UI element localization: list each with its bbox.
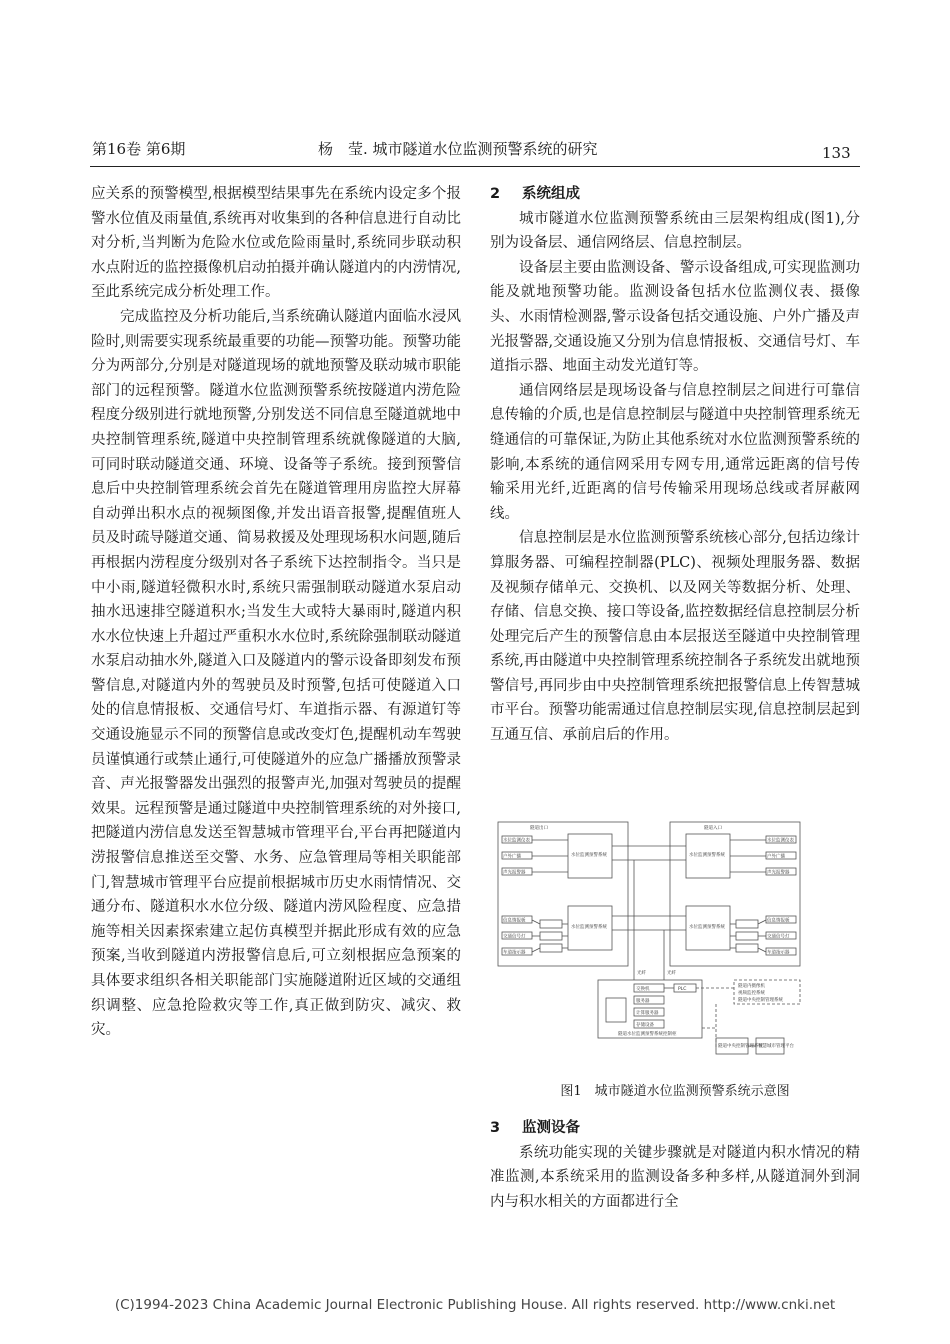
header-rule <box>90 166 860 167</box>
section-3-number: 3 <box>490 1120 501 1136</box>
fig-left-item-2: 户外广播 <box>503 854 521 860</box>
section-2-number: 2 <box>490 186 501 202</box>
fig-core-item-1: 交换机 <box>636 987 650 992</box>
system-diagram-figure <box>494 816 806 1060</box>
journal-volume-issue: 第16卷 第6期 <box>92 140 186 158</box>
fig-platform-2: 智慧城市管理平台 <box>758 1044 794 1049</box>
fig-fiber-label-1: 光纤 <box>637 971 646 976</box>
right-column <box>490 182 860 748</box>
left-column <box>91 182 461 1043</box>
section-2-paragraph-2: 设备层主要由监测设备、警示设备组成,可实现监测功能及就地预警功能。监测设备包括水位监测仪表、摄像头、水雨情检测器,警示设备包括交通设施、户外广播及声光报警器,交通设施又分别为信息情报板、交通信号灯、车道指示器、地面主动发光道钉等。 <box>490 259 860 375</box>
section-3-title: 监测设备 <box>522 1120 580 1136</box>
section-2-title: 系统组成 <box>522 186 580 202</box>
fig-center-box-label-2: 水位监测预警系统 <box>571 925 607 930</box>
fig-right-item-6: 车道指示器 <box>767 950 790 956</box>
fig-right-item-2: 户外广播 <box>767 854 785 860</box>
left-paragraph-2: 完成监控及分析功能后,当系统确认隧道内面临水浸风险时,则需要实现系统最重要的功能—预警功能。预警功能分为两部分,分别是对隧道现场的就地预警及联动城市职能部门的远程预警。隧道水位监测预警系统按隧道内涝危险程度分级别进行就地预警,分别发送不同信息至隧道就地中央控制管理系统,隧道中央控制管理系统就像隧道的大脑,可同时联动隧道交通、环境、设备等子系统。接到预警信息后中央控制管理系统会首先在隧道管理用房监控大屏幕自动弹出积水点的视频图像,并发出语音报警,提醒值班人员及时疏导隧道交通、简易救援及处理现场积水问题,随后再根据内涝程度分级别对各子系统下达控制指令。当只是中小雨,隧道轻微积水时,系统只需强制联动隧道水泵启动抽水迅速排空隧道积水;当发生大或特大暴雨时,隧道内积水水位快速上升超过严重积水水位时,系统除强制联动隧道水泵启动抽水外,隧道入口及隧道内的警示设备即刻发布预警信息,对隧道内外的驾驶员及时预警,包括可使隧道入口处的信息情报板、交通信号灯、车道指示器、有源道钉等交通设施显示不同的预警信息或改变灯色,提醒机动车驾驶员谨慎通行或禁止通行,可使隧道外的应急广播播放预警录音、声光报警器发出强烈的报警声光,加强对驾驶员的提醒效果。远程预警是通过隧道中央控制管理系统的对外接口,把隧道内涝信息发送至智慧城市管理平台,平台再把隧道内涝报警信息推送至交警、水务、应急管理局等相关职能部门,智慧城市管理平台应提前根据城市历史水雨情情况、交通分布、隧道积水水位分级、隧道内涝风险程度、应急措施等相关因素探索建立起仿真模型并据此形成有效的应急预案,当收到隧道内涝报警信息后,可立刻根据应急预案的具体要求组织各相关职能部门实施隧道附近区域的交通组织调整、应急抢险救灾等工作,真正做到防灾、减灾、救灾。 <box>91 308 461 1039</box>
fig-center-box-label-1: 水位监测预警系统 <box>571 853 607 858</box>
fig-fiber-label-2: 光纤 <box>667 971 676 976</box>
fig-top-left-title: 隧道出口 <box>530 826 548 831</box>
copyright-footer: (C)1994-2023 China Academic Journal Electronic Publishing House. All rights reserved. http://www.cnki.net <box>114 1297 836 1313</box>
section-2-paragraph-4: 信息控制层是水位监测预警系统核心部分,包括边缘计算服务器、可编程控制器(PLC)、视频处理服务器、数据及视频存储单元、交换机、以及网关等数据分析、处理、存储、信息交换、接口等设备,监控数据经信息控制层分析处理完后产生的预警信息由本层报送至隧道中央控制管理系统,再由隧道中央控制管理系统控制各子系统发出就地预警信号,再同步由中央控制管理系统把报警信息上传智慧城市平台。预警功能需通过信息控制层实现,信息控制层起到互通互信、承前启后的作用。 <box>490 530 860 744</box>
tunnel-entrance-frame <box>670 822 800 966</box>
fig-left-item-6: 车道指示器 <box>503 950 526 956</box>
section-2-heading <box>490 182 860 207</box>
fig-plc-label: PLC <box>678 987 687 992</box>
fig-side-note-1: 隧道内摄像机 <box>738 984 765 989</box>
section-3-paragraph: 系统功能实现的关键步骤就是对隧道内积水情况的精准监测,本系统采用的监测设备多种多样,从隧道洞外到洞内与积水相关的方面都进行全 <box>490 1144 860 1210</box>
fig-core-item-2: 服务器 <box>636 999 650 1004</box>
section-3 <box>490 1116 860 1214</box>
fig-left-item-4: 信息情报板 <box>503 918 526 924</box>
control-cabinet <box>598 980 702 1038</box>
fig-core-item-4: 存储设备 <box>636 1023 654 1028</box>
fig-right-item-5: 交通信号灯 <box>767 934 790 940</box>
fig-left-item-1: 水位监测仪表 <box>503 838 530 844</box>
fig-left-item-3: 声光报警器 <box>503 870 526 876</box>
section-2-paragraph-3: 通信网络层是现场设备与信息控制层之间进行可靠信息传输的介质,也是信息控制层与隧道中央控制管理系统无缝通信的可靠保证,为防止其他系统对水位监测预警系统的影响,本系统的通信网采用专网专用,通常远距离的信号传输采用光纤,近距离的信号传输采用现场总线或者屏蔽网线。 <box>490 382 860 522</box>
running-title: 杨 莹. 城市隧道水位监测预警系统的研究 <box>318 140 598 158</box>
fig-side-note-3: 隧道中央控制管理系统 <box>738 998 783 1003</box>
fig-top-right-title: 隧道入口 <box>704 826 722 831</box>
fig-core-item-3: 计算服务器 <box>636 1011 659 1016</box>
page-number: 133 <box>822 144 851 162</box>
fig-left-item-5: 交通信号灯 <box>503 934 526 940</box>
section-3-heading <box>490 1116 860 1141</box>
fig-center-box-label-3: 水位监测预警系统 <box>689 853 725 858</box>
fig-platform-1: 隧道中央控制管理系统 <box>718 1044 763 1049</box>
left-paragraph-1: 应关系的预警模型,根据模型结果事先在系统内设定多个报警水位值及雨量值,系统再对收集到的各种信息进行自动比对分析,当判断为危险水位或危险雨量时,系统同步联动积水点附近的监控摄像机启动拍摄并确认隧道内的内涝情况,至此系统完成分析处理工作。 <box>91 186 461 301</box>
fig-side-note-2: 视频监控系统 <box>738 991 765 996</box>
section-2-paragraph-1: 城市隧道水位监测预警系统由三层架构组成(图1),分别为设备层、通信网络层、信息控制层。 <box>490 210 860 252</box>
fig-right-item-3: 声光报警器 <box>767 870 790 876</box>
tunnel-exit-frame <box>498 822 628 966</box>
fig-core-caption: 隧道水位监测预警系统控制柜 <box>618 1032 677 1037</box>
fig-right-item-4: 信息情报板 <box>767 918 790 924</box>
fig-center-box-label-4: 水位监测预警系统 <box>689 925 725 930</box>
figure-caption: 图1 城市隧道水位监测预警系统示意图 <box>560 1084 790 1099</box>
fig-right-item-1: 水位监测仪表 <box>767 838 794 844</box>
